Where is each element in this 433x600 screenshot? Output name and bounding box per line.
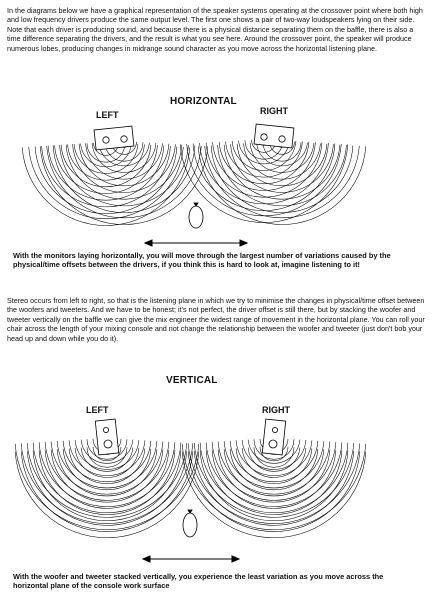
wavefront-arc <box>206 143 322 198</box>
middle-paragraph: Stereo occurs from left to right, so that is the listening plane in which we try to minimise the changes in physical/time offset between the woofers and tweeters. And we have to be honest; it's not perfect, the driver offset is still there, but by stacking the woofer and tweeter vertically on the baffle we can give the mix engineer the widest range of movement in the horizontal plane. You can roll your chair across the length of your mixing console and not change the relationship between the woofer and tweeter (just don't bob your head up and down while you do it). <box>7 296 425 343</box>
vertical-heading: VERTICAL <box>166 375 218 386</box>
horizontal-wave-diagram <box>0 118 433 248</box>
wavefront-arc <box>66 145 182 200</box>
wavefront-arc <box>45 450 169 508</box>
wavefront-arc <box>29 147 184 219</box>
left-speaker-horizontal <box>94 126 134 150</box>
listening-plane-arrow-horizontal <box>145 240 247 246</box>
right-speaker-wavefronts <box>180 139 366 224</box>
wavefront-arc <box>48 146 164 201</box>
horizontal-right-label: RIGHT <box>260 106 288 116</box>
horizontal-heading: HORIZONTAL <box>170 96 237 107</box>
wavefront-arc <box>224 145 340 200</box>
wavefront-arc <box>47 146 202 218</box>
wavefront-arc <box>206 450 342 514</box>
listener-head-vertical <box>183 510 197 537</box>
left-speaker-vertical <box>95 419 118 455</box>
listening-plane-arrow-vertical <box>143 556 239 562</box>
wavefront-arc <box>15 444 199 530</box>
horizontal-caption: With the monitors laying horizontally, you will move through the largest number of variations caused by the physical/time offsets between the drivers, if you think this is hard to look at, imagine listening to it! <box>13 251 391 270</box>
vertical-caption: With the woofer and tweeter stacked vertically, you experience the least variation as you move across the horizontal plane of the console work surface <box>13 572 384 591</box>
wavefront-arc <box>61 145 151 187</box>
vertical-left-label: LEFT <box>86 405 109 415</box>
wavefront-arc <box>182 444 366 530</box>
listener-head-horizontal <box>189 203 203 228</box>
intro-paragraph: In the diagrams below we have a graphical representation of the speaker systems operating at the crossover point where both high and low frequency drivers produce the same output level. The first one shows a pair of two-way loudspeakers lying on their side. Note that each driver is producing sound, and because there is a physical distance separating them on the baffle, there is also a time difference separating the drivers, and the result is what you see here. Around the crossover point, the speaker will produce numerous lobes, producing changes in midrange sound character as you move across the horizontal listening plane. <box>7 6 423 53</box>
wavefront-arc <box>39 450 175 514</box>
vertical-wave-diagram <box>0 412 433 572</box>
right-speaker-vertical <box>262 419 285 455</box>
left-speaker-wavefronts <box>22 141 208 225</box>
vertical-right-label: RIGHT <box>262 405 290 415</box>
wavefront-arc <box>212 450 336 508</box>
right-speaker-horizontal <box>254 124 294 148</box>
horizontal-left-label: LEFT <box>96 110 119 120</box>
